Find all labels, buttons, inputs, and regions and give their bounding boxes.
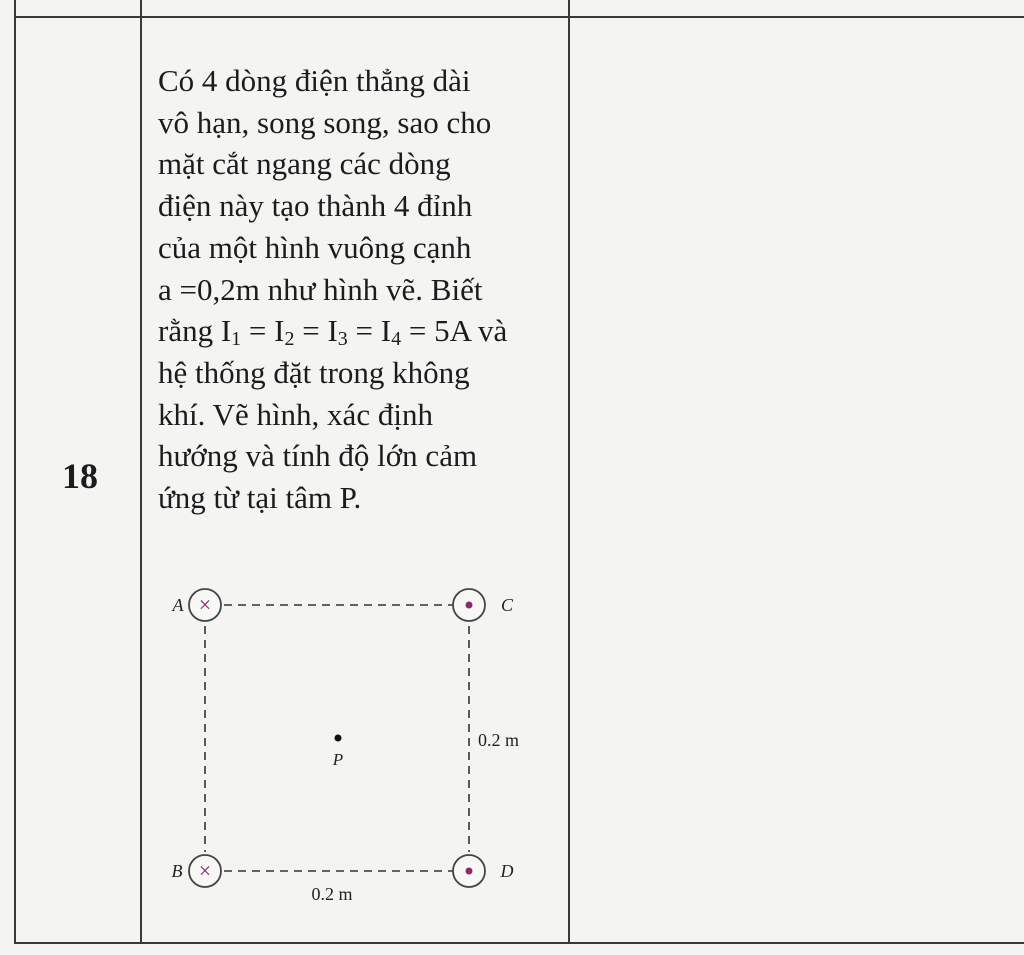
label-d: D	[500, 861, 514, 881]
dimension-label-right: 0.2 m	[478, 730, 520, 750]
dimension-label-bottom: 0.2 m	[311, 884, 353, 904]
question-line: của một hình vuông cạnh	[158, 229, 472, 265]
svg-text:×: ×	[198, 858, 212, 883]
question-line: ứng từ tại tâm P.	[158, 480, 362, 516]
label-b: B	[171, 861, 183, 881]
table-top-border	[14, 16, 1024, 18]
question-line: Có 4 dòng điện thẳng dài	[158, 63, 471, 98]
question-line: khí. Vẽ hình, xác định	[158, 396, 433, 432]
current-c-out-icon	[453, 589, 485, 621]
label-p: P	[332, 750, 344, 769]
current-b-into-icon	[189, 855, 221, 887]
square-currents-figure	[150, 560, 570, 920]
question-line: a =0,2m như hình vẽ. Biết	[158, 271, 483, 307]
question-number: 18	[62, 456, 98, 496]
question-text	[158, 60, 552, 519]
table-left-border	[14, 0, 16, 944]
question-line: điện này tạo thành 4 đỉnh	[158, 188, 473, 224]
current-d-out-icon	[453, 855, 485, 887]
svg-text:×: ×	[198, 592, 212, 617]
question-line: hướng và tính độ lớn cảm	[158, 438, 478, 474]
table-bottom-border	[14, 942, 1024, 944]
question-line: hệ thống đặt trong không	[158, 354, 470, 390]
label-a: A	[172, 595, 184, 615]
current-a-into-icon	[189, 589, 221, 621]
question-line: vô hạn, song song, sao cho	[158, 104, 492, 140]
figure-svg	[150, 560, 570, 920]
question-line: mặt cắt ngang các dòng	[158, 146, 451, 182]
center-point-p	[335, 735, 342, 742]
label-c: C	[500, 595, 514, 615]
current-equation: rằng $I_1 = I_2 = I_3 = I_4 = 5A$ và	[158, 313, 508, 351]
column-divider-1	[140, 0, 142, 944]
